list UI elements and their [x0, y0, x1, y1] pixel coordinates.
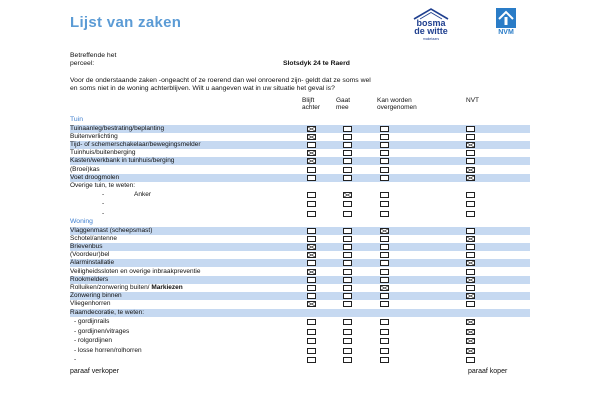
checkbox-gaat-mee-woning-raam-4[interactable] — [343, 357, 352, 363]
row-label — [70, 292, 122, 300]
logo-line-1: bosma — [416, 18, 446, 28]
checkbox-blijft-achter-woning-6[interactable] — [307, 277, 316, 283]
checkbox-nvt-woning-raam-2[interactable] — [466, 338, 475, 344]
checkbox-gaat-mee-tuin-5[interactable] — [343, 167, 352, 173]
checklist-row — [70, 210, 530, 218]
row-label — [70, 125, 164, 133]
checkbox-gaat-mee-tuin-1[interactable] — [343, 134, 352, 140]
row-dash: - — [102, 191, 105, 199]
row-label-text: - — [74, 356, 77, 364]
checkbox-nvt-woning-0[interactable] — [466, 228, 475, 234]
row-label — [70, 251, 109, 259]
checklist-row — [70, 337, 530, 345]
checkbox-kan-worden-overgenomen-tuin-overige-1[interactable] — [380, 201, 389, 207]
checkmark-cross-icon — [467, 237, 474, 241]
checkmark-cross-icon — [381, 286, 388, 290]
checkbox-kan-worden-overgenomen-tuin-overige-2[interactable] — [380, 211, 389, 217]
checkbox-nvt-woning-3[interactable] — [466, 252, 475, 258]
row-label-text: Buitenverlichting — [70, 132, 118, 140]
row-label-text: Anker — [134, 191, 151, 199]
checkbox-kan-worden-overgenomen-woning-3[interactable] — [380, 252, 389, 258]
checkbox-kan-worden-overgenomen-woning-4[interactable] — [380, 260, 389, 266]
row-label — [74, 356, 76, 364]
row-label-text: Rolluiken/zonwering buiten/ — [70, 283, 150, 291]
checklist-row — [70, 174, 530, 182]
row-label — [70, 174, 119, 182]
section-heading-tuin: Tuin — [70, 116, 83, 123]
checkbox-gaat-mee-woning-9[interactable] — [343, 301, 352, 307]
checkbox-nvt-woning-8[interactable] — [466, 293, 475, 299]
row-label-text: Vlaggenmast (scheepsmast) — [70, 226, 153, 234]
row-label-bold: Markiezen — [151, 283, 183, 291]
nvm-logo — [492, 8, 520, 40]
checklist-row — [70, 259, 530, 267]
checkbox-nvt-woning-4[interactable] — [466, 260, 475, 266]
checkbox-kan-worden-overgenomen-woning-0[interactable] — [380, 228, 389, 234]
checkbox-kan-worden-overgenomen-woning-raam-0[interactable] — [380, 319, 389, 325]
row-label-text: - gordijnrails — [74, 318, 110, 326]
checkbox-blijft-achter-woning-9[interactable] — [307, 301, 316, 307]
checkmark-cross-icon — [467, 349, 474, 353]
row-label — [70, 259, 114, 267]
row-label-text: (Broei)kas — [70, 165, 100, 173]
row-label-text: Tuinhuis/buitenberging — [70, 149, 136, 157]
checkbox-kan-worden-overgenomen-woning-9[interactable] — [380, 301, 389, 307]
checkbox-nvt-tuin-overige-2[interactable] — [466, 211, 475, 217]
checkbox-blijft-achter-woning-8[interactable] — [307, 293, 316, 299]
row-label — [74, 328, 129, 336]
row-label-text: Alarminstallatie — [70, 259, 115, 267]
checklist-row — [70, 284, 530, 292]
checklist-row — [70, 133, 530, 141]
checklist-row — [70, 227, 530, 235]
checkmark-cross-icon — [467, 330, 474, 334]
checkbox-gaat-mee-tuin-3[interactable] — [343, 150, 352, 156]
row-label — [70, 268, 200, 276]
checkbox-blijft-achter-woning-3[interactable] — [307, 252, 316, 258]
column-header-gaat-line1: Gaat — [336, 97, 351, 104]
row-label — [70, 227, 152, 235]
checkbox-kan-worden-overgenomen-woning-raam-3[interactable] — [380, 348, 389, 354]
checklist-row — [70, 318, 530, 326]
checklist-row — [70, 235, 530, 243]
checkmark-cross-icon — [308, 302, 315, 306]
checkbox-kan-worden-overgenomen-woning-raam-2[interactable] — [380, 338, 389, 344]
nvm-house-icon — [496, 8, 516, 28]
checkbox-blijft-achter-woning-7[interactable] — [307, 285, 316, 291]
checkbox-gaat-mee-tuin-4[interactable] — [343, 158, 352, 164]
column-header-gaat-line2: mee — [336, 104, 349, 111]
row-label — [70, 141, 201, 149]
checkbox-kan-worden-overgenomen-tuin-6[interactable] — [380, 175, 389, 181]
checklist-row — [70, 347, 530, 355]
checkbox-gaat-mee-tuin-overige-1[interactable] — [343, 201, 352, 207]
checklist-row — [70, 243, 530, 251]
checklist-row — [70, 200, 530, 208]
checkbox-kan-worden-overgenomen-woning-1[interactable] — [380, 236, 389, 242]
checkmark-cross-icon — [308, 135, 315, 139]
checkbox-nvt-tuin-5[interactable] — [466, 167, 475, 173]
column-header-kan-line1: Kan worden — [377, 97, 412, 104]
row-label-text: Zonwering binnen — [70, 292, 122, 300]
column-header-blijft-line2: achter — [302, 104, 321, 111]
row-label — [74, 347, 142, 355]
row-label-text: Tuinaanleg/bestrating/beplanting — [70, 124, 165, 132]
checkbox-kan-worden-overgenomen-tuin-3[interactable] — [380, 150, 389, 156]
checklist-row — [70, 292, 530, 300]
row-dash: - — [102, 209, 105, 217]
intro-line-2: en soms niet in de woning achterblijven. Wilt u aangeven wat in uw situatie het geval is? — [70, 85, 335, 92]
checkbox-nvt-woning-5[interactable] — [466, 269, 475, 275]
checkbox-nvt-tuin-6[interactable] — [466, 175, 475, 181]
checkmark-cross-icon — [344, 193, 351, 197]
row-label — [70, 243, 103, 251]
checkbox-blijft-achter-tuin-4[interactable] — [307, 158, 316, 164]
row-label-text: Schotel/antenne — [70, 234, 117, 242]
checkbox-blijft-achter-tuin-3[interactable] — [307, 150, 316, 156]
checklist-row — [70, 328, 530, 336]
row-label — [70, 300, 110, 308]
checkbox-kan-worden-overgenomen-woning-2[interactable] — [380, 244, 389, 250]
checkbox-nvt-tuin-3[interactable] — [466, 150, 475, 156]
column-header-nvt: NVT — [466, 97, 479, 104]
checkbox-gaat-mee-woning-8[interactable] — [343, 293, 352, 299]
checkmark-cross-icon — [467, 168, 474, 172]
checkbox-nvt-woning-raam-4[interactable] — [466, 357, 475, 363]
checkbox-nvt-woning-7[interactable] — [466, 285, 475, 291]
checkbox-kan-worden-overgenomen-woning-raam-1[interactable] — [380, 329, 389, 335]
row-label — [70, 182, 135, 190]
row-label-text: Voet droogmolen — [70, 173, 120, 181]
checkmark-cross-icon — [467, 294, 474, 298]
checkbox-gaat-mee-tuin-6[interactable] — [343, 175, 352, 181]
row-label-text: - losse horren/rolhorren — [74, 346, 142, 354]
checkbox-gaat-mee-tuin-overige-0[interactable] — [343, 192, 352, 198]
checklist-row — [70, 191, 530, 199]
checkbox-kan-worden-overgenomen-woning-8[interactable] — [380, 293, 389, 299]
row-label — [70, 284, 183, 292]
checkbox-kan-worden-overgenomen-woning-6[interactable] — [380, 277, 389, 283]
row-label-text: Veiligheidssloten en overige inbraakpreventie — [70, 267, 201, 275]
checkmark-cross-icon — [308, 245, 315, 249]
checklist-row — [70, 300, 530, 308]
row-label-text: Overige tuin, te weten: — [70, 181, 136, 189]
checkmark-cross-icon — [308, 270, 315, 274]
checkmark-cross-icon — [308, 253, 315, 257]
checklist-row — [70, 356, 530, 364]
intro-line-1: Voor de onderstaande zaken -ongeacht of ze roerend dan wel onroerend zijn- geldt dat ze soms wel — [70, 77, 371, 84]
page-title: Lijst van zaken — [70, 14, 182, 31]
checkbox-kan-worden-overgenomen-tuin-5[interactable] — [380, 167, 389, 173]
checklist-row — [70, 166, 530, 174]
checkbox-nvt-woning-raam-3[interactable] — [466, 348, 475, 354]
checkbox-kan-worden-overgenomen-tuin-overige-0[interactable] — [380, 192, 389, 198]
checkbox-kan-worden-overgenomen-woning-5[interactable] — [380, 269, 389, 275]
checkbox-gaat-mee-woning-raam-0[interactable] — [343, 319, 352, 325]
checkmark-cross-icon — [467, 143, 474, 147]
checkbox-kan-worden-overgenomen-tuin-1[interactable] — [380, 134, 389, 140]
row-label-text: Rookmelders — [70, 275, 109, 283]
checkbox-kan-worden-overgenomen-woning-7[interactable] — [380, 285, 389, 291]
row-label — [70, 309, 144, 317]
checkmark-cross-icon — [467, 278, 474, 282]
nvm-logo-text: NVM — [498, 29, 514, 36]
checkbox-gaat-mee-woning-4[interactable] — [343, 260, 352, 266]
checkbox-blijft-achter-tuin-overige-0[interactable] — [307, 192, 316, 198]
checkmark-cross-icon — [308, 151, 315, 155]
checkbox-nvt-tuin-2[interactable] — [466, 142, 475, 148]
perceel-label-line1: Betreffende het — [70, 52, 117, 59]
row-dash: - — [102, 200, 105, 208]
checkbox-blijft-achter-woning-raam-3[interactable] — [307, 348, 316, 354]
checkmark-cross-icon — [308, 127, 315, 131]
footer-paraaf-verkoper: paraaf verkoper — [70, 368, 120, 375]
checkbox-gaat-mee-woning-raam-1[interactable] — [343, 329, 352, 335]
checklist-row — [70, 125, 530, 133]
checkbox-nvt-woning-raam-1[interactable] — [466, 329, 475, 335]
row-label — [70, 166, 100, 174]
perceel-address: Slotsdyk 24 te Raerd — [283, 60, 350, 67]
row-label-text: Tijd- of schemerschakelaar/bewegingsmelder — [70, 140, 201, 148]
checklist-row — [70, 251, 530, 259]
checkbox-gaat-mee-woning-7[interactable] — [343, 285, 352, 291]
checkbox-blijft-achter-woning-4[interactable] — [307, 260, 316, 266]
checkbox-kan-worden-overgenomen-tuin-4[interactable] — [380, 158, 389, 164]
row-label — [74, 337, 112, 345]
checkmark-cross-icon — [467, 320, 474, 324]
checkmark-cross-icon — [467, 176, 474, 180]
checkbox-blijft-achter-tuin-5[interactable] — [307, 167, 316, 173]
checkbox-nvt-woning-6[interactable] — [466, 277, 475, 283]
logo-line-3: makelaars — [422, 37, 440, 41]
checkbox-gaat-mee-tuin-overige-2[interactable] — [343, 211, 352, 217]
row-label-text: Kasten/werkbank in tuinhuis/berging — [70, 157, 175, 165]
checkbox-gaat-mee-woning-6[interactable] — [343, 277, 352, 283]
checkbox-blijft-achter-woning-raam-2[interactable] — [307, 338, 316, 344]
checklist-row — [70, 309, 530, 317]
checkbox-blijft-achter-tuin-2[interactable] — [307, 142, 316, 148]
checkbox-nvt-tuin-overige-1[interactable] — [466, 201, 475, 207]
bosma-de-witte-logo — [398, 8, 464, 44]
row-label-text: Vliegenhorren — [70, 300, 111, 308]
checkbox-blijft-achter-woning-raam-1[interactable] — [307, 329, 316, 335]
row-label — [70, 276, 108, 284]
checkbox-blijft-achter-tuin-overige-2[interactable] — [307, 211, 316, 217]
column-header-blijft-line1: Blijft — [302, 97, 315, 104]
checkmark-cross-icon — [467, 339, 474, 343]
checkbox-blijft-achter-woning-raam-0[interactable] — [307, 319, 316, 325]
row-label-text: - rolgordijnen — [74, 337, 112, 345]
checkbox-nvt-tuin-0[interactable] — [466, 126, 475, 132]
checklist-row — [70, 182, 530, 190]
row-label-text: Raamdecoratie, te weten: — [70, 308, 145, 316]
checkbox-nvt-woning-1[interactable] — [466, 236, 475, 242]
checklist-row — [70, 149, 530, 157]
checkbox-blijft-achter-tuin-overige-1[interactable] — [307, 201, 316, 207]
checkbox-blijft-achter-woning-2[interactable] — [307, 244, 316, 250]
row-label — [70, 235, 117, 243]
checkbox-gaat-mee-woning-5[interactable] — [343, 269, 352, 275]
perceel-label-line2: perceel: — [70, 60, 95, 67]
checklist-row — [70, 157, 530, 165]
row-label-text: Brievenbus — [70, 242, 103, 250]
row-label — [74, 318, 109, 326]
checkbox-blijft-achter-tuin-6[interactable] — [307, 175, 316, 181]
checkbox-kan-worden-overgenomen-tuin-2[interactable] — [380, 142, 389, 148]
logo-line-2: de witte — [414, 26, 448, 36]
checklist-row — [70, 268, 530, 276]
row-label-text: (Voordeur)bel — [70, 251, 110, 259]
checkbox-gaat-mee-woning-2[interactable] — [343, 244, 352, 250]
checkbox-gaat-mee-woning-1[interactable] — [343, 236, 352, 242]
checkbox-nvt-woning-9[interactable] — [466, 301, 475, 307]
checkbox-gaat-mee-tuin-2[interactable] — [343, 142, 352, 148]
row-label — [70, 157, 174, 165]
checkbox-nvt-tuin-1[interactable] — [466, 134, 475, 140]
checkbox-blijft-achter-woning-1[interactable] — [307, 236, 316, 242]
row-label — [70, 149, 136, 157]
footer-paraaf-koper: paraaf koper — [468, 368, 508, 375]
checkbox-blijft-achter-tuin-1[interactable] — [307, 134, 316, 140]
checkbox-gaat-mee-woning-raam-2[interactable] — [343, 338, 352, 344]
checkmark-cross-icon — [381, 229, 388, 233]
checkbox-nvt-tuin-overige-0[interactable] — [466, 192, 475, 198]
row-label-text: - gordijnen/vitrages — [74, 327, 130, 335]
checkbox-kan-worden-overgenomen-tuin-0[interactable] — [380, 126, 389, 132]
checkbox-blijft-achter-woning-0[interactable] — [307, 228, 316, 234]
checkbox-gaat-mee-woning-0[interactable] — [343, 228, 352, 234]
checklist-row — [70, 141, 530, 149]
checkbox-blijft-achter-woning-raam-4[interactable] — [307, 357, 316, 363]
checkmark-cross-icon — [308, 159, 315, 163]
checkbox-nvt-woning-2[interactable] — [466, 244, 475, 250]
checkbox-gaat-mee-tuin-0[interactable] — [343, 126, 352, 132]
checkbox-gaat-mee-woning-raam-3[interactable] — [343, 348, 352, 354]
checkbox-blijft-achter-tuin-0[interactable] — [307, 126, 316, 132]
checkbox-kan-worden-overgenomen-woning-raam-4[interactable] — [380, 357, 389, 363]
checkbox-gaat-mee-woning-3[interactable] — [343, 252, 352, 258]
checklist-row — [70, 276, 530, 284]
checkbox-blijft-achter-woning-5[interactable] — [307, 269, 316, 275]
section-heading-woning: Woning — [70, 218, 93, 225]
column-header-kan-line2: overgenomen — [377, 104, 417, 111]
row-label — [70, 133, 118, 141]
checkbox-nvt-woning-raam-0[interactable] — [466, 319, 475, 325]
row-label — [134, 191, 151, 199]
checkmark-cross-icon — [467, 261, 474, 265]
checkbox-nvt-tuin-4[interactable] — [466, 158, 475, 164]
